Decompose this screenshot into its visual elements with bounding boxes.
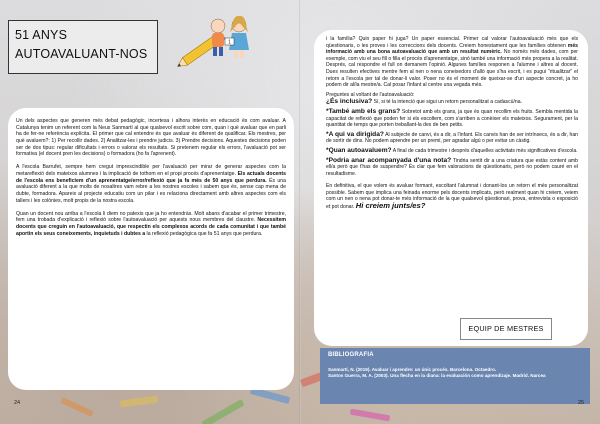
body-text: i la família? Quin paper hi juga? Un paper essencial. Primer cal valorar l'autoavaluació més que els qüestionaris, o les proves i les correccions dels docents. Creiem honestament que les famílies obtenen — [326, 36, 578, 49]
bibliography-ref-1: Sanmartí, N. (2019). Avaluar i aprendre: un únic procés. Barcelona. Octaedro. — [328, 367, 497, 372]
left-text-card — [8, 108, 294, 390]
emphasis-text: Necessitem docents que creguin en l'autoavaluació, que respectin els complexos acords de cada comunitat i que també aportin els seus coneixements, inquietuds i dubtes a — [16, 217, 286, 237]
body-text: la reflexió pedagògica que fa 51 anys que perdura. — [145, 230, 263, 237]
background-crayon — [60, 397, 93, 417]
child-figure-2 — [229, 16, 249, 58]
closing-motto: Hi creiem junts/es? — [355, 201, 426, 211]
answer-text: Sobretot amb els grans, ja que és quan recollim els fruits. Sembla mentida la capacitat de reflexió que poden fer si els escoltem, com s'arriben a conèixer els mateixos. Segurament, per la quantitat de temps que porten treballant-la des de ben petits. — [326, 108, 578, 129]
answer-text: Tindria sentit dir a una criatura que estàs content amb ell/a però que t'has de suspendre? És clar que fem valoracions de qüestionaris, però no podem cauré en el resultadisme. — [326, 157, 578, 177]
bibliography-box — [320, 348, 590, 404]
left-paragraph-2 — [16, 164, 286, 204]
answer-text: Al subjecte de canvi, és a dir, a l'infant. Els canvis han de ser intrínsecs, és a dir, han de sortir de dins. No podem aprendre per un premi, per agradar algú o per evitar un càstig. — [326, 131, 578, 145]
answer-text: A final de cada trimestre i després d'aquelles activitats més significatives d'escola. — [391, 147, 578, 154]
question-item — [326, 148, 578, 155]
child-figure-1 — [211, 19, 225, 56]
bibliography-title: BIBLIOGRAFIA — [328, 352, 374, 358]
kids-pencil-illustration — [176, 12, 256, 76]
question-item — [326, 132, 578, 145]
page-title — [8, 20, 158, 74]
background-crayon — [201, 399, 244, 424]
body-text: És una avaluació diferent a la que molts de nosaltres vam rebre a les nostres escoles i sabem que és, sense cap mena de dubte, formadora. Apareix al projecte educatiu com un pilar i es relaciona directament amb altres aspectes com els tallers i les colònies, molt propis de la nostra escola. — [16, 177, 287, 204]
question-text: *Podria anar acompanyada d'una nota? — [326, 156, 452, 164]
svg-text:1: 1 — [228, 39, 231, 46]
question-text: *També amb els grans? — [326, 107, 401, 115]
question-item — [326, 109, 578, 129]
closing-paragraph — [326, 183, 578, 210]
title-line-1: 51 ANYS — [15, 28, 68, 42]
right-text-card — [314, 30, 588, 346]
left-paragraph-1 — [16, 118, 286, 158]
title-line-2: AUTOAVALUANT-NOS — [15, 47, 148, 61]
emphasis-text: Els actuals docents de l'escola ens beneficiem d'un aprenentatge/error/reflexió que ja fa més de 50 anys que perdura. — [16, 170, 287, 184]
team-label: EQUIP DE MESTRES — [460, 318, 552, 340]
body-text: Un dels aspectes que generen més debat pedagògic, incertesa i alhora interès en educació és com avaluar. A Catalunya tenim un referent com la Neus Sanmartí al que qualsevol escrit sobre com, quan i què avaluar que en parli ha de fer-ne referència explícita. El primer que cal entendre és que avaluar és diferent de qualificar. Els mestres, per què avaluem?: 1) Per recollir dades. 2) Analitzar-les i prendre judicis. 3) Prendre decisions. Aquestes decisions poden ser de dos tipus: regular dificultats i errors o valorar els resultats. Si pretenem regular els errors, l'avaluació pot ser formativa (el docent pren les decisions) o formadora (ho fa l'aprenent). — [16, 118, 286, 158]
questions-heading: Preguntes al voltant de l'autoavaluació: — [326, 91, 415, 98]
closing-text: En definitiva, el que volem és avaluar formant, escoltant l'alumnat i donant-los un retorn el més personalitzat possible. Sabem que implica una feinada enorme pels docents implicats, però realment quan hi creiem, veiem com un nen o nena pot donar-te més informació de la que qualsevol qüestionari, prova, entrevista o exposició et pot donar. — [326, 183, 578, 211]
right-intro-paragraph — [326, 36, 578, 89]
emphasis-text: més informació amb una bona autoavaluació que amb un resultat numèric. — [326, 42, 578, 56]
background-crayon — [350, 409, 390, 422]
left-paragraph-3 — [16, 211, 286, 238]
page-number-left: 24 — [14, 400, 21, 406]
body-text: No només més dades, com per exemple, com viu el seu fill o filla el procés d'aprenentatge, sinó també una informació més propera a la realitat. Després, cal respondre el full on demanem l'opinió. Algunes famílies responen a l'alumne i altres al docent. Dues resulten efectives mentre fem al nen o nena coneixedors d'allò que s'ha escrit, i es pugui "ritualitzar" el retorn a l'escola per tal de donar-li valor. Poser no és el moment de queixar-se d'un aspecte concret, ja ho podem dir al/la mestre/a. Cal posar l'infant al centre una vegada més. — [326, 49, 578, 89]
answer-text: Sí, si té la intenció que sigui un retorn personalitzat a cadascú/na. — [372, 99, 522, 106]
questions-list — [326, 99, 578, 177]
question-item — [326, 99, 578, 106]
page-number-right: 25 — [578, 400, 585, 406]
bibliography-ref-2: Santos Guerra, M. A. (2003). Una flecha en la diana: la evaluación como aprendizaje. Madrid. Narcea — [328, 372, 546, 378]
background-crayon — [120, 395, 159, 407]
question-text: *A qui va dirigida? — [326, 130, 384, 138]
question-item — [326, 158, 578, 178]
body-text: Quan un docent nou arriba a l'escola li diem no patexis que ja ho entendràs. Molt abans d'acabar el primer trimestre, fem una trobada d'explicació i reflexió sobre l'autoavaluació per aquests nous membres del claustre. — [16, 210, 286, 224]
page-spine — [299, 0, 301, 424]
question-text: *Quan autoavaluem? — [326, 146, 392, 154]
question-text: ¿És inclusiva? — [326, 98, 373, 106]
body-text: A l'escola Barrufet, sempre hem cregut imprescindible per l'avaluació per mirar de generar aspectes com la metareflexió dels mateixos alumnes i la implicació de tothom en el propi procés d'aprenentatge. — [16, 164, 286, 177]
